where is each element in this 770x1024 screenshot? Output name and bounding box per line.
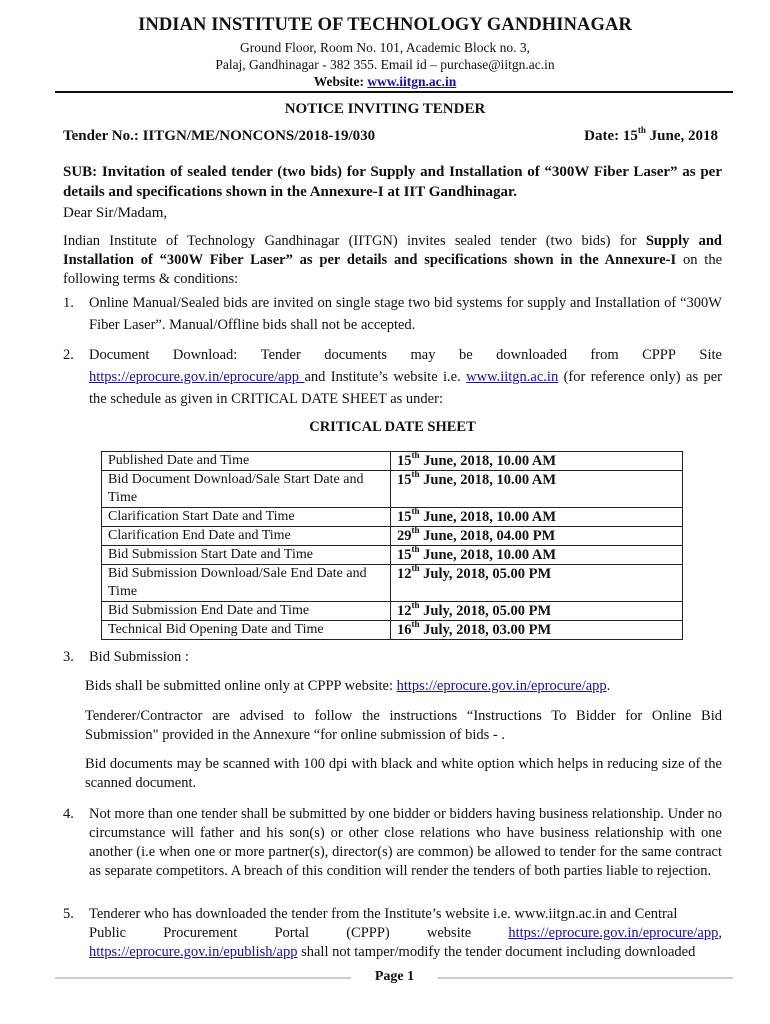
- item-number: 2.: [63, 347, 74, 363]
- event-label: Bid Submission End Date and Time: [102, 602, 391, 621]
- event-datetime: 15th June, 2018, 10.00 AM: [391, 546, 683, 565]
- table-row: [102, 546, 683, 565]
- item-line-justified: Public Procurement Portal (CPPP) website https://eprocure.gov.in/eprocure/app,: [89, 925, 722, 941]
- salutation: Dear Sir/Madam,: [63, 205, 168, 221]
- table-row: [102, 621, 683, 640]
- event-datetime: 15th June, 2018, 10.00 AM: [391, 471, 683, 508]
- table-row: [102, 527, 683, 546]
- notice-title: NOTICE INVITING TENDER: [284, 101, 486, 117]
- intro-paragraph: Indian Institute of Technology Gandhinagar (IITGN) invites sealed tender (two bids) for Supply and Installation of “300W Fiber Laser” as per details and specifications shown in the Annexure-I on the following terms & conditions:: [63, 233, 723, 287]
- table-row: [102, 602, 683, 621]
- list-item-4: [63, 805, 722, 881]
- bid-submission-para-3: Bid documents may be scanned with 100 dpi with black and white option which helps in reducing size of the scanned document.: [85, 756, 722, 791]
- list-item-2: [63, 344, 722, 410]
- event-datetime: 12th July, 2018, 05.00 PM: [391, 602, 683, 621]
- subject-line: SUB: Invitation of sealed tender (two bids) for Supply and Installation of “300W Fiber Laser” as per details and specifications shown in the Annexure-I at IIT Gandhinagar.: [63, 164, 722, 200]
- item-text: Online Manual/Sealed bids are invited on single stage two bid systems for supply and Installation of “300W Fiber Laser”. Manual/Offline bids shall not be accepted.: [89, 295, 722, 333]
- list-item-5: [63, 905, 722, 962]
- footer-rule-left: [55, 977, 351, 979]
- event-label: Bid Submission Start Date and Time: [102, 546, 391, 565]
- address-line-1: Ground Floor, Room No. 101, Academic Block no. 3,: [239, 40, 531, 55]
- item-title: Bid Submission :: [89, 649, 189, 665]
- item-text: https://eprocure.gov.in/epublish/app shall not tamper/modify the tender document including downloaded: [89, 944, 696, 960]
- critical-date-sheet-title: CRITICAL DATE SHEET: [309, 419, 476, 435]
- item-text: Tenderer who has downloaded the tender from the Institute’s website i.e. www.iitgn.ac.in and Central: [89, 906, 678, 922]
- epublish-link[interactable]: https://eprocure.gov.in/epublish/app: [89, 944, 298, 960]
- event-datetime: 15th June, 2018, 10.00 AM: [391, 508, 683, 527]
- table-row: [102, 471, 683, 508]
- eprocure-link[interactable]: https://eprocure.gov.in/eprocure/app: [396, 678, 607, 694]
- header-divider: [55, 91, 733, 93]
- event-datetime: 12th July, 2018, 05.00 PM: [391, 565, 683, 602]
- event-datetime: 15th June, 2018, 10.00 AM: [391, 452, 683, 471]
- website-link[interactable]: www.iitgn.ac.in: [367, 74, 457, 89]
- item-number: 1.: [63, 295, 74, 311]
- event-label: Bid Submission Download/Sale End Date and Time: [102, 565, 391, 602]
- eprocure-link[interactable]: https://eprocure.gov.in/eprocure/app: [89, 369, 305, 385]
- list-item-3: [63, 646, 722, 668]
- event-datetime: 16th July, 2018, 03.00 PM: [391, 621, 683, 640]
- item-text: https://eprocure.gov.in/eprocure/app and Institute’s website i.e. www.iitgn.ac.in (for reference only) as per the schedule as given in CRITICAL DATE SHEET as under:: [89, 369, 722, 407]
- website-line: [0, 73, 770, 91]
- item-number: 5.: [63, 906, 74, 922]
- table-row: [102, 565, 683, 602]
- footer-rule-right: [438, 977, 733, 979]
- item-line-justified: Document Download: Tender documents may be downloaded from CPPP Site: [89, 347, 722, 363]
- item-number: 4.: [63, 806, 74, 822]
- tender-number: Tender No.: IITGN/ME/NONCONS/2018-19/030: [63, 128, 376, 144]
- bid-submission-para-1: Bids shall be submitted online only at CPPP website: https://eprocure.gov.in/eprocure/app.: [85, 678, 611, 694]
- website-label: Website:: [313, 74, 368, 89]
- institute-name: INDIAN INSTITUTE OF TECHNOLOGY GANDHINAGAR: [138, 15, 632, 35]
- page-number: Page 1: [374, 969, 415, 984]
- iitgn-website-link[interactable]: www.iitgn.ac.in: [466, 369, 559, 385]
- table-row: [102, 508, 683, 527]
- event-label: Technical Bid Opening Date and Time: [102, 621, 391, 640]
- list-item-1: [63, 292, 722, 336]
- eprocure-link[interactable]: https://eprocure.gov.in/eprocure/app: [508, 925, 719, 941]
- item-number: 3.: [63, 649, 74, 665]
- table-row: [102, 452, 683, 471]
- critical-date-table: [101, 451, 683, 640]
- event-label: Clarification End Date and Time: [102, 527, 391, 546]
- item-text: Not more than one tender shall be submitted by one bidder or bidders having business relationship. Under no circumstance will father and his son(s) or other close relations who have business relationship with one another (i.e when one or more partner(s), director(s) are common) be allowed to tender for the same contract as separate competitors. A breach of this condition will render the tenders of both parties liable to rejection.: [89, 806, 722, 879]
- event-label: Clarification Start Date and Time: [102, 508, 391, 527]
- page-footer: [55, 968, 733, 988]
- address-line-2: Palaj, Gandhinagar - 382 355. Email id – purchase@iitgn.ac.in: [215, 57, 555, 72]
- notice-date: Date: 15th June, 2018: [584, 125, 718, 144]
- event-label: Published Date and Time: [102, 452, 391, 471]
- event-label: Bid Document Download/Sale Start Date and Time: [102, 471, 391, 508]
- event-datetime: 29th June, 2018, 04.00 PM: [391, 527, 683, 546]
- bid-submission-para-2: Tenderer/Contractor are advised to follow the instructions “Instructions To Bidder for Online Bid Submission" provided in the Annexure “for online submission of bids - .: [85, 708, 722, 743]
